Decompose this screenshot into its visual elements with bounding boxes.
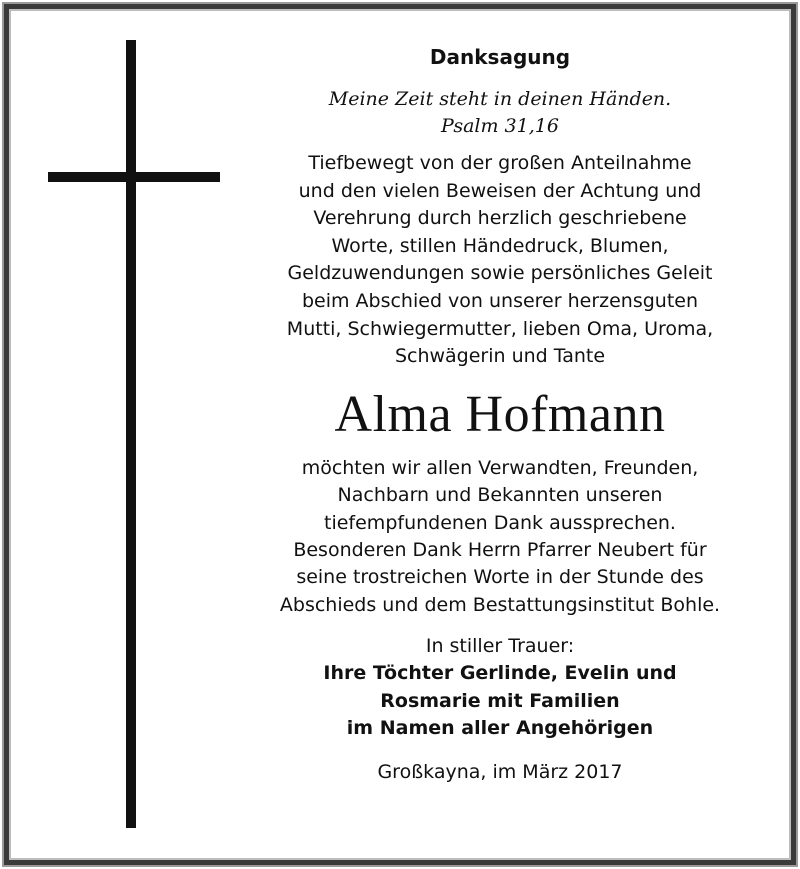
closing-line: In stiller Trauer: [425,635,575,658]
notice-content [240,44,760,785]
text-line: Abschieds und dem Bestattungsinstitut Bohle. [279,593,721,616]
thanks-paragraph-1 [240,150,760,371]
place-and-date: Großkayna, im März 2017 [377,760,623,783]
text-line: Tiefbewegt von der großen Anteilnahme [308,152,692,174]
mourning-closing [240,633,760,660]
deceased-name: Alma Hofmann [334,385,666,443]
signature-line: Rosmarie mit Familien [380,689,620,712]
text-line: Nachbarn und Bekannten unseren [337,484,663,507]
quote-text: Meine Zeit steht in deinen Händen. [328,88,672,110]
text-line: Geldzuwendungen sowie persönliches Geleit [287,262,713,285]
signature-line: im Namen aller Angehörigen [346,717,654,740]
quote-reference: Psalm 31,16 [441,115,559,137]
notice-heading: Danksagung [429,45,571,69]
family-signature [240,660,760,743]
text-line: Mutti, Schwiegermutter, lieben Oma, Uroma, [286,317,714,340]
text-line: beim Abschied von unserer herzensguten [301,289,699,312]
text-line: Besonderen Dank Herrn Pfarrer Neubert für [293,538,707,561]
text-line: Schwägerin und Tante [394,345,606,368]
signature-line: Ihre Töchter Gerlinde, Evelin und [323,662,677,685]
text-line: und den vielen Beweisen der Achtung und [298,179,702,202]
cross-vertical-beam [126,40,136,828]
text-line: möchten wir allen Verwandten, Freunden, [301,456,699,479]
text-line: tiefempfundenen Dank aussprechen. [324,511,676,534]
bible-quote [240,86,760,140]
text-line: Verehrung durch herzlich geschriebene [313,207,687,230]
cross-horizontal-beam [48,172,220,182]
text-line: seine trostreichen Worte in der Stunde des [296,566,704,589]
thanks-paragraph-2 [240,455,760,619]
text-line: Worte, stillen Händedruck, Blumen, [331,234,669,257]
